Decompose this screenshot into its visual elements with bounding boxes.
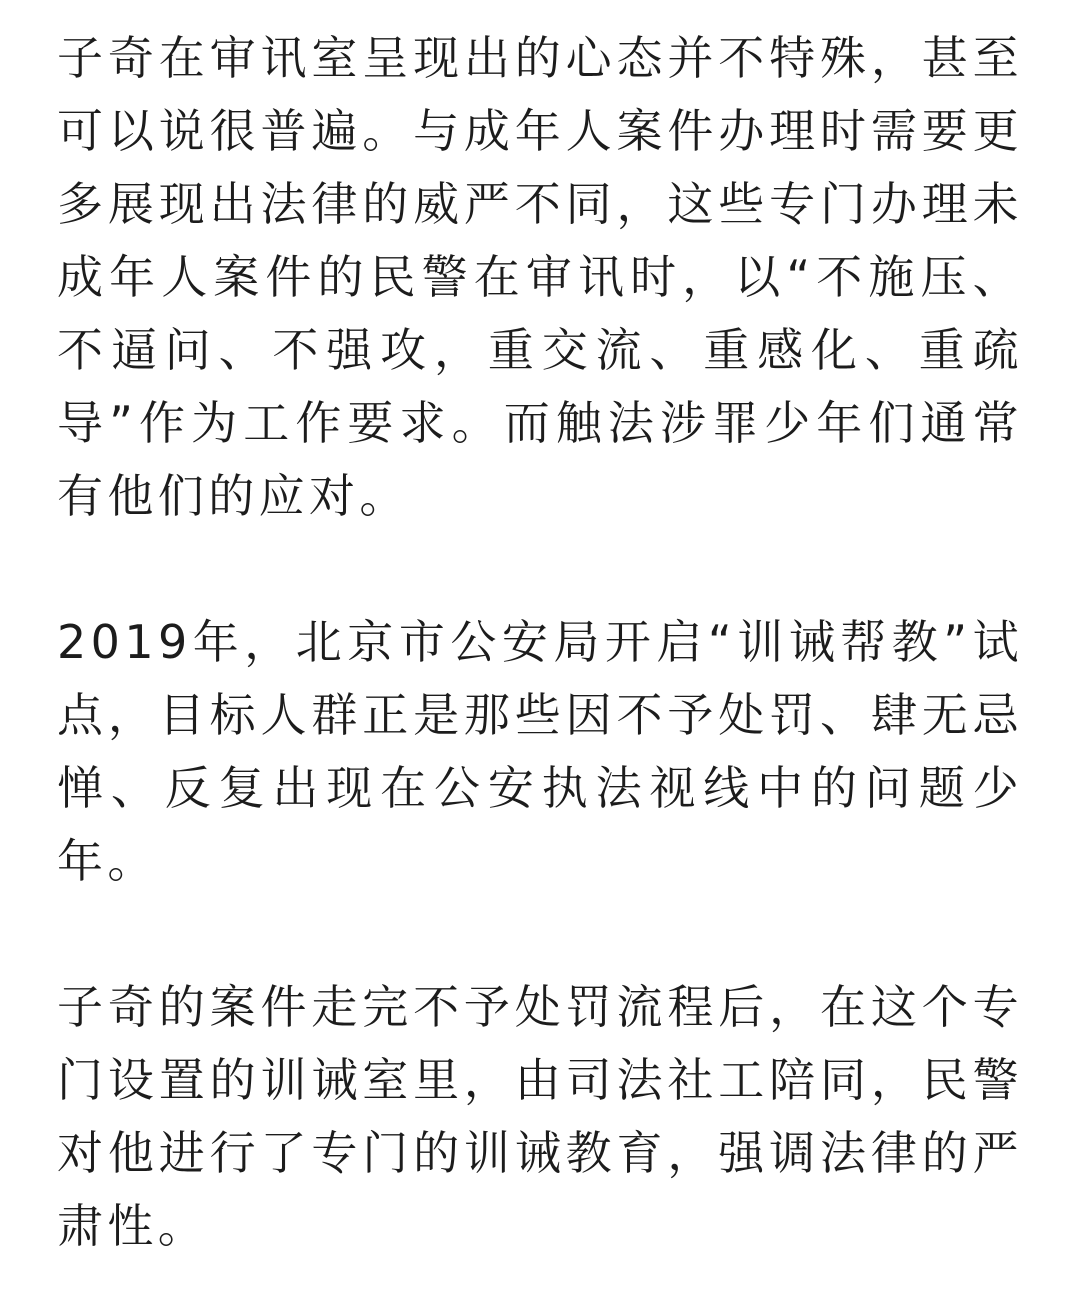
article-body bbox=[57, 22, 1023, 1263]
paragraph-admonition-education: 子奇的案件走完不予处罚流程后，在这个专门设置的训诫室里，由司法社工陪同，民警对他进行了专门的训诫教育，强调法律的严肃性。 bbox=[57, 980, 1023, 1253]
paragraph-pilot-program: 2019年，北京市公安局开启“训诫帮教”试点，目标人群正是那些因不予处罚、肆无忌惮、反复出现在公安执法视线中的问题少年。 bbox=[57, 615, 1023, 888]
paragraph-interrogation-mindset: 子奇在审讯室呈现出的心态并不特殊，甚至可以说很普遍。与成年人案件办理时需要更多展现出法律的威严不同，这些专门办理未成年人案件的民警在审讯时，以“不施压、不逼问、不强攻，重交流、重感化、重疏导”作为工作要求。而触法涉罪少年们通常有他们的应对。 bbox=[57, 31, 1023, 523]
